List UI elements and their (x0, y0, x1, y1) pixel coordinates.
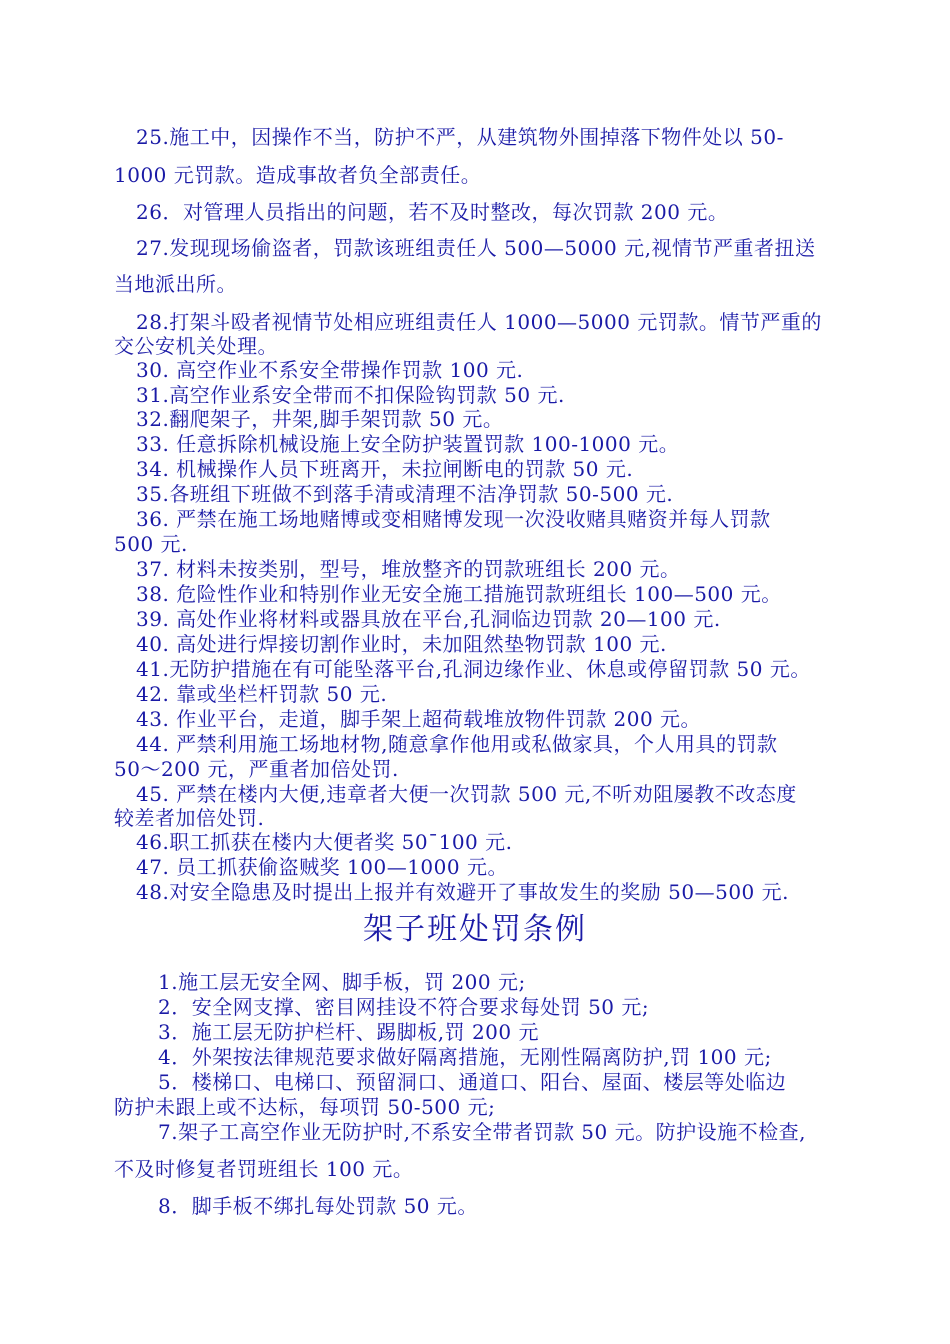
section-title: 架子班处罚条例 (363, 912, 587, 947)
rule-38: 38. 危险性作业和特别作业无安全施工措施罚款班组长 100—500 元。 (136, 582, 782, 606)
scaffold-rule-7-line-1: 7.架子工高空作业无防护时,不系安全带者罚款 50 元。防护设施不检查, (158, 1120, 806, 1144)
scaffold-rule-4: 4．外架按法律规范要求做好隔离措施，无刚性隔离防护,罚 100 元; (158, 1045, 772, 1069)
rule-44-line-1: 44. 严禁利用施工场地材物,随意拿作他用或私做家具，个人用具的罚款 (136, 732, 778, 756)
scaffold-rule-7-line-2: 不及时修复者罚班组长 100 元。 (114, 1157, 414, 1181)
rule-36-line-2: 500 元. (114, 532, 188, 556)
scaffold-rule-1: 1.施工层无安全网、脚手板，罚 200 元; (158, 970, 526, 994)
scaffold-rule-5-line-1: 5．楼梯口、电梯口、预留洞口、通道口、阳台、屋面、楼层等处临边 (158, 1070, 787, 1094)
rule-27-line-2: 当地派出所。 (114, 272, 237, 296)
rule-31: 31.高空作业系安全带而不扣保险钩罚款 50 元. (136, 383, 565, 407)
rule-45-line-1: 45. 严禁在楼内大便,违章者大便一次罚款 500 元,不听劝阻屡教不改态度 (136, 782, 797, 806)
scaffold-rule-3: 3．施工层无防护栏杆、踢脚板,罚 200 元 (158, 1020, 539, 1044)
scaffold-rule-2: 2．安全网支撑、密目网挂设不符合要求每处罚 50 元; (158, 995, 650, 1019)
rule-35: 35.各班组下班做不到落手清或清理不洁净罚款 50-500 元. (136, 482, 674, 506)
rule-40: 40. 高处进行焊接切割作业时，未加阻然垫物罚款 100 元. (136, 632, 667, 656)
rule-34: 34. 机械操作人员下班离开，未拉闸断电的罚款 50 元. (136, 457, 634, 481)
rule-37: 37. 材料未按类别，型号，堆放整齐的罚款班组长 200 元。 (136, 557, 681, 581)
rule-44-line-2: 50～200 元，严重者加倍处罚. (114, 757, 399, 781)
rule-45-line-2: 较差者加倍处罚. (114, 806, 265, 830)
rule-28-line-2: 交公安机关处理。 (114, 334, 278, 358)
rule-30: 30. 高空作业不系安全带操作罚款 100 元. (136, 358, 524, 382)
scaffold-rule-5-line-2: 防护未跟上或不达标，每项罚 50-500 元; (114, 1095, 496, 1119)
rule-28-line-1: 28.打架斗殴者视情节处相应班组责任人 1000—5000 元罚款。情节严重的 (136, 310, 822, 334)
rule-36-line-1: 36. 严禁在施工场地赌博或变相赌博发现一次没收赌具赌资并每人罚款 (136, 507, 771, 531)
rule-33: 33. 任意拆除机械设施上安全防护装置罚款 100-1000 元。 (136, 432, 680, 456)
rule-27-line-1: 27.发现现场偷盗者，罚款该班组责任人 500—5000 元,视情节严重者扭送 (136, 236, 816, 260)
rule-25-line-1: 25.施工中，因操作不当，防护不严，从建筑物外围掉落下物件处以 50- (136, 125, 784, 149)
rule-39: 39. 高处作业将材料或器具放在平台,孔洞临边罚款 20—100 元. (136, 607, 721, 631)
rule-41: 41.无防护措施在有可能坠落平台,孔洞边缘作业、休息或停留罚款 50 元。 (136, 657, 811, 681)
rule-46: 46.职工抓获在楼内大便者奖 50¯100 元. (136, 830, 513, 854)
scaffold-rule-8: 8．脚手板不绑扎每处罚款 50 元。 (158, 1194, 478, 1218)
rule-32: 32.翻爬架子，井架,脚手架罚款 50 元。 (136, 407, 504, 431)
rule-47: 47. 员工抓获偷盗贼奖 100—1000 元。 (136, 855, 508, 879)
rule-25-line-2: 1000 元罚款。造成事故者负全部责任。 (114, 163, 482, 187)
rule-42: 42. 靠或坐栏杆罚款 50 元. (136, 682, 388, 706)
rule-48: 48.对安全隐患及时提出上报并有效避开了事故发生的奖励 50—500 元. (136, 880, 790, 904)
rule-26: 26．对管理人员指出的问题，若不及时整改，每次罚款 200 元。 (136, 200, 729, 224)
rule-43: 43. 作业平台，走道，脚手架上超荷载堆放物件罚款 200 元。 (136, 707, 702, 731)
